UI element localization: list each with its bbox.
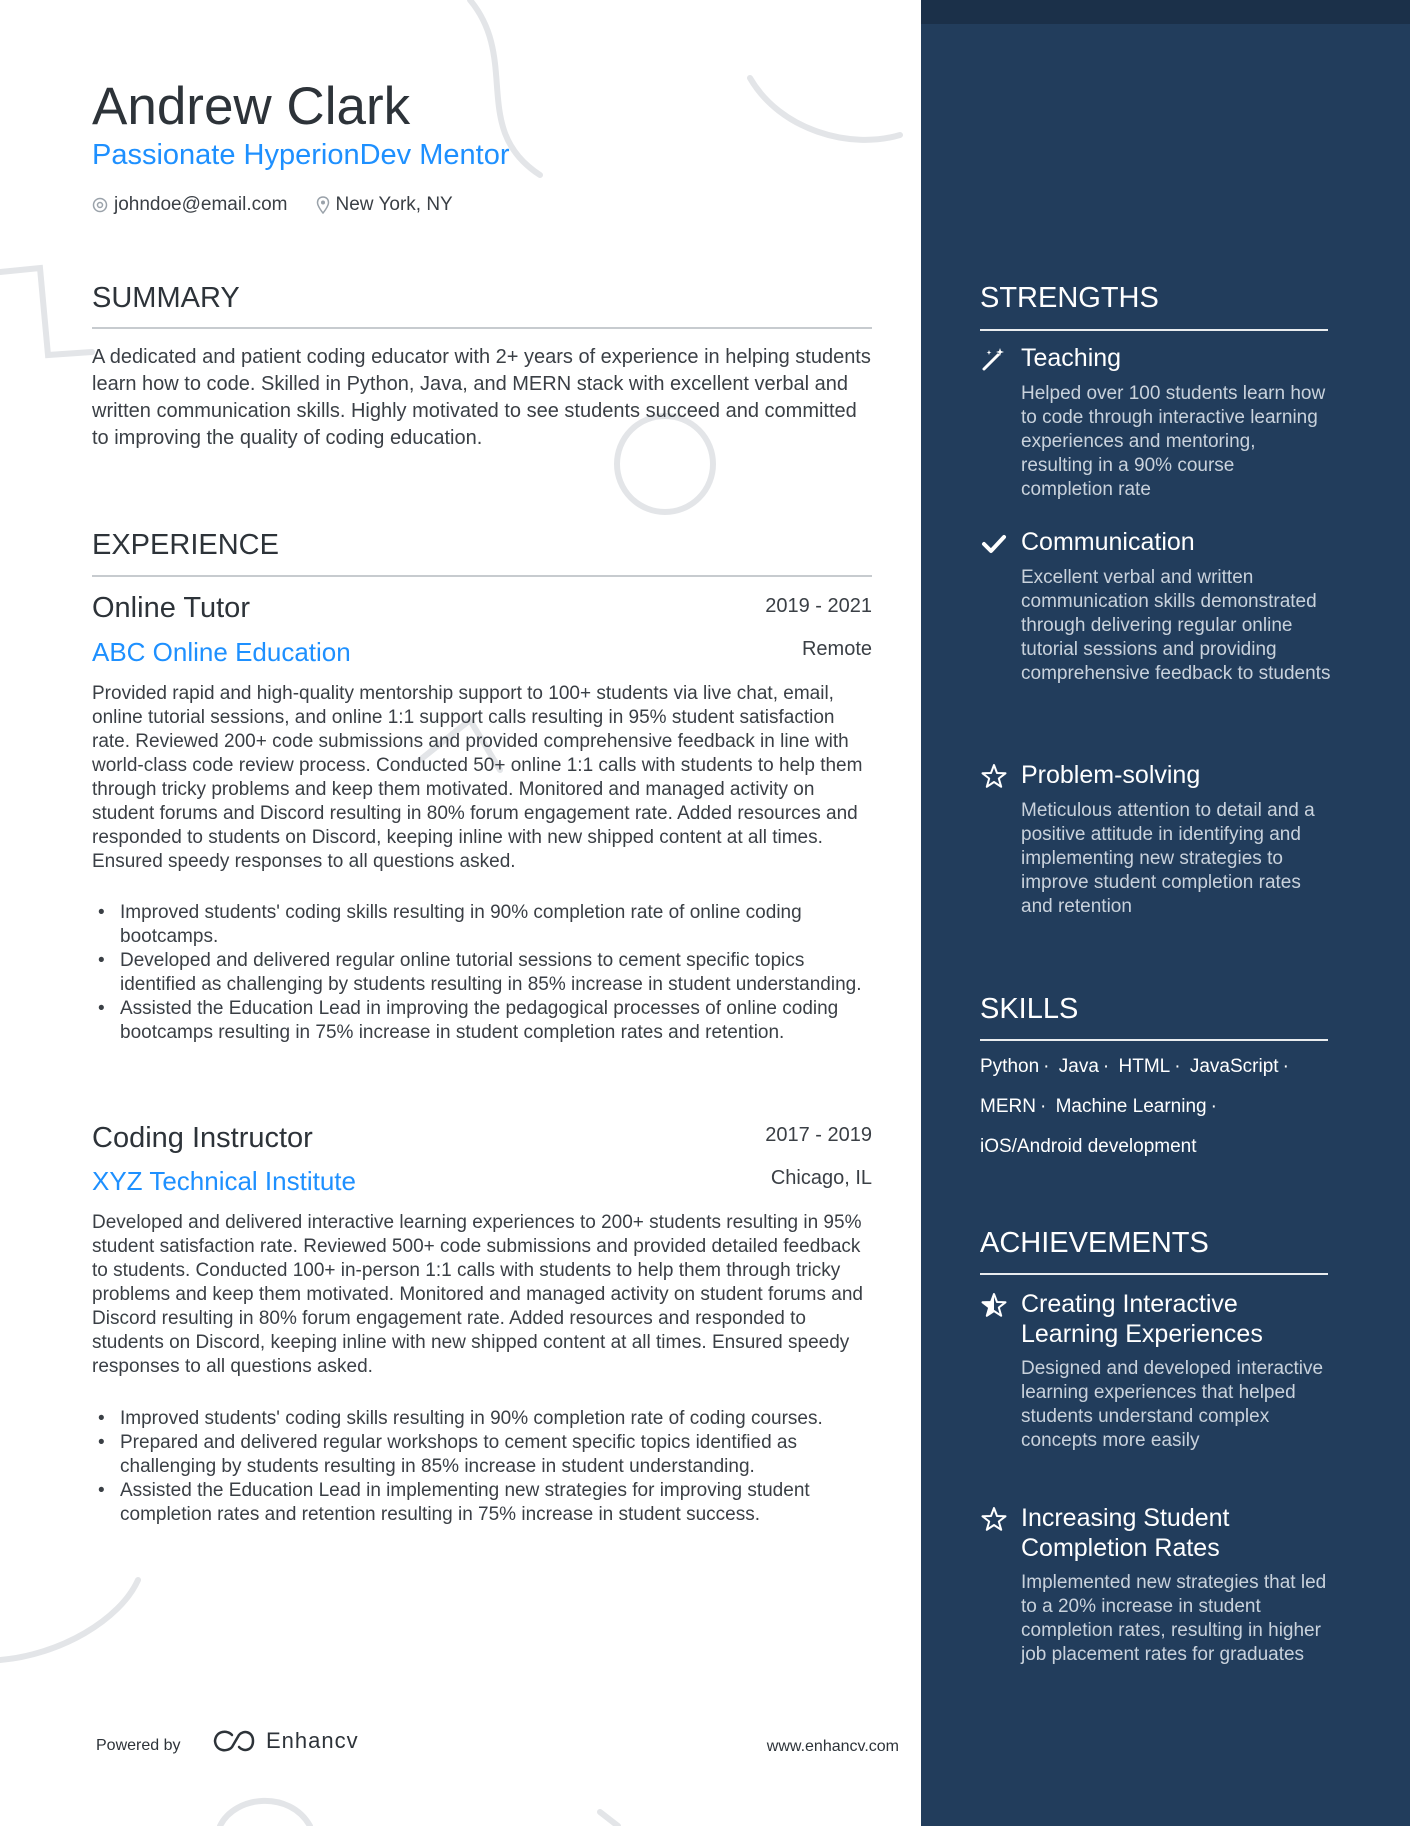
list-item: • Improved students' coding skills resulting in 90% completion rate of online coding bootcamps. xyxy=(92,901,872,949)
strength-title-teaching: Teaching xyxy=(1021,344,1122,372)
candidate-name: Andrew Clark xyxy=(92,77,411,136)
job-location: Chicago, IL xyxy=(770,1167,872,1189)
job-role: Online Tutor xyxy=(92,592,250,624)
achievement-desc-completion: Implemented new strategies that led to a 20% increase in student completion rates, resulting in higher job placement rates for graduates xyxy=(1021,1572,1327,1665)
at-icon xyxy=(92,197,108,213)
skill-tag: Machine Learning xyxy=(1055,1096,1207,1117)
sidebar xyxy=(921,0,1410,1826)
achievement-desc-interactive: Designed and developed interactive learning experiences that helped students understand complex concepts more easily xyxy=(1021,1358,1324,1451)
strength-title-communication: Communication xyxy=(1021,528,1195,556)
skills-list: Python · Java · HTML · JavaScript · MERN · Machine Learning · iOS/Android development xyxy=(980,1056,1289,1157)
deco-step-left xyxy=(0,268,92,355)
strength-desc-teaching: Helped over 100 students learn how to code through interactive learning experiences and mentoring, resulting in a 90% course completion rate xyxy=(1021,383,1326,500)
star-half-icon xyxy=(980,1291,1008,1319)
skill-tag: MERN xyxy=(980,1096,1036,1117)
job-location: Remote xyxy=(801,638,872,660)
strengths-title: STRENGTHS xyxy=(980,282,1159,314)
skill-tag: HTML xyxy=(1118,1056,1171,1077)
contact-location: New York, NY xyxy=(335,194,453,215)
enhancv-logo[interactable] xyxy=(212,1728,359,1754)
summary-divider xyxy=(92,327,872,329)
experience-title: EXPERIENCE xyxy=(92,529,279,561)
candidate-subtitle: Passionate HyperionDev Mentor xyxy=(92,139,510,171)
skills-divider xyxy=(980,1039,1328,1041)
location-pin-icon xyxy=(316,196,330,214)
list-item: • Improved students' coding skills resulting in 90% completion rate of coding courses. xyxy=(92,1407,872,1431)
checkmark-icon xyxy=(980,530,1008,558)
skills-title: SKILLS xyxy=(980,993,1079,1025)
deco-tick-bottom xyxy=(600,1812,618,1826)
skill-tag: Java xyxy=(1058,1056,1099,1077)
achievement-title-interactive: Creating Interactive Learning Experiences xyxy=(1021,1290,1263,1348)
skill-tag: JavaScript xyxy=(1189,1056,1279,1077)
star-outline-icon xyxy=(980,762,1008,790)
contact-email[interactable]: johndoe@email.com xyxy=(114,194,288,215)
strength-desc-problem-solving: Meticulous attention to detail and a positive attitude in identifying and implementing new strategies to improve student completion rates and retention xyxy=(1021,800,1315,917)
job-role: Coding Instructor xyxy=(92,1122,313,1154)
enhancv-logo-icon xyxy=(212,1729,256,1753)
skill-tag: Python xyxy=(980,1056,1040,1077)
magic-wand-icon xyxy=(980,345,1008,373)
achievements-title: ACHIEVEMENTS xyxy=(980,1227,1209,1259)
job-dates: 2017 - 2019 xyxy=(765,1124,872,1146)
summary-title: SUMMARY xyxy=(92,282,240,314)
summary-text: A dedicated and patient coding educator with 2+ years of experience in helping students learn how to code. Skilled in Python, Java, and MERN stack with excellent verbal and written communication skills. Highly motivated to see students succeed and committed to improving the quality of coding education. xyxy=(92,346,871,449)
job-dates: 2019 - 2021 xyxy=(765,595,872,617)
job-description: Provided rapid and high-quality mentorship support to 100+ students via live chat, email, online tutorial sessions, and online 1:1 support calls resulting in 95% student satisfaction rate. Reviewed 200+ code submissions and provided comprehensive feedback in line with world-class code review process. Conducted 50+ online 1:1 calls with students to help them through tricky problems and keep them motivated. Monitored and managed activity on student forums and Discord resulting in 80% forum engagement rate. Added resources and responded to students on Discord, keeping inline with new shipped content at all times. Ensured speedy responses to all questions asked. xyxy=(92,683,863,872)
sidebar-top-band xyxy=(921,0,1410,24)
strength-title-problem-solving: Problem-solving xyxy=(1021,761,1201,789)
list-item: • Prepared and delivered regular workshops to cement specific topics identified as challenging by students resulting in 85% increase in student understanding. xyxy=(92,1431,872,1479)
list-item: • Assisted the Education Lead in implementing new strategies for improving student completion rates and retention resulting in 75% increase in student success. xyxy=(92,1479,872,1527)
experience-divider xyxy=(92,575,872,577)
achievements-divider xyxy=(980,1273,1328,1275)
star-outline-icon xyxy=(980,1505,1008,1533)
list-item: • Developed and delivered regular online tutorial sessions to cement specific topics identified as challenging by students resulting in 85% increase in student understanding. xyxy=(92,949,872,997)
achievement-title-completion: Increasing Student Completion Rates xyxy=(1021,1504,1230,1562)
job-bullets xyxy=(92,1407,872,1527)
deco-arc-bottom-left xyxy=(0,1580,138,1660)
deco-arc-bottom xyxy=(220,1801,310,1826)
job-company[interactable]: XYZ Technical Institute xyxy=(92,1166,356,1196)
contact-row xyxy=(92,194,453,216)
strengths-divider xyxy=(980,329,1328,331)
website-link[interactable]: www.enhancv.com xyxy=(766,1738,899,1755)
brand-name: Enhancv xyxy=(266,1728,359,1753)
powered-by-label: Powered by xyxy=(96,1737,181,1754)
job-bullets xyxy=(92,901,872,1045)
job-company[interactable]: ABC Online Education xyxy=(92,637,351,667)
job-description: Developed and delivered interactive learning experiences to 200+ students resulting in 95% student satisfaction rate. Reviewed 500+ code submissions and provided detailed feedback to students. Conducted 100+ in-person 1:1 calls with students to help them through tricky problems and keep them motivated. Monitored and managed activity on student forums and Discord resulting in 80% forum engagement rate. Added resources and responded to students on Discord, keeping inline with new shipped content at all times. Ensured speedy responses to all questions asked. xyxy=(92,1212,863,1377)
strength-desc-communication: Excellent verbal and written communication skills demonstrated through delivering regular online tutorial sessions and providing comprehensive feedback to students xyxy=(1021,567,1331,684)
list-item: • Assisted the Education Lead in improving the pedagogical processes of online coding bootcamps resulting in 75% increase in student completion rates and retention. xyxy=(92,997,872,1045)
skill-tag: iOS/Android development xyxy=(980,1136,1197,1157)
deco-arc-top-right xyxy=(750,78,900,140)
